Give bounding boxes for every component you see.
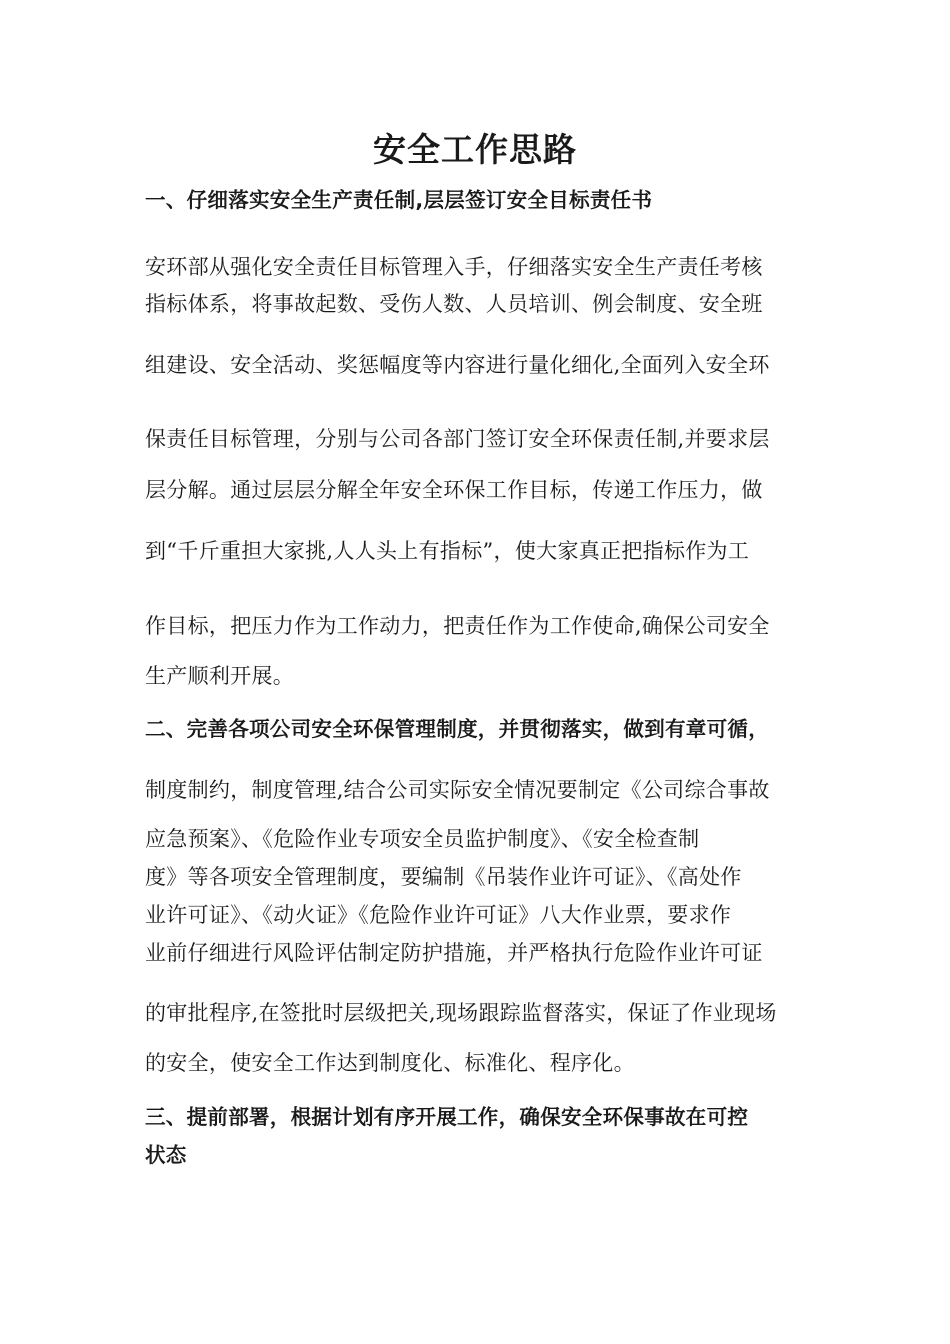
paragraph-line: 指标体系，将事故起数、受伤人数、人员培训、例会制度、安全班 — [145, 292, 763, 316]
paragraph-line: 度》等各项安全管理制度，要编制《吊装作业许可证》、《高处作 — [145, 865, 742, 889]
paragraph-line: 的审批程序,在签批时层级把关,现场跟踪监督落实，保证了作业现场 — [145, 1001, 777, 1025]
section-heading: 三、提前部署，根据计划有序开展工作，确保安全环保事故在可控 — [145, 1105, 749, 1129]
paragraph-line: 到“千斤重担大家挑,人人头上有指标”，使大家真正把指标作为工 — [145, 539, 750, 563]
paragraph-line: 生产顺利开展。 — [145, 664, 295, 688]
paragraph-line: 组建设、安全活动、奖惩幅度等内容进行量化细化,全面列入安全环 — [145, 353, 770, 377]
paragraph-line: 的安全，使安全工作达到制度化、标准化、程序化。 — [145, 1051, 635, 1075]
section-heading: 一、仔细落实安全生产责任制,层层签订安全目标责任书 — [145, 188, 653, 212]
section-heading: 状态 — [145, 1143, 187, 1167]
paragraph-line: 层分解。通过层层分解全年安全环保工作目标，传递工作压力，做 — [145, 478, 763, 502]
paragraph-line: 保责任目标管理，分别与公司各部门签订安全环保责任制,并要求层 — [145, 427, 770, 451]
section-heading: 二、完善各项公司安全环保管理制度，并贯彻落实，做到有章可循， — [145, 717, 769, 741]
paragraph-line: 制度制约，制度管理,结合公司实际安全情况要制定《公司综合事故 — [145, 778, 770, 802]
page-title: 安全工作思路 — [373, 130, 577, 169]
paragraph-line: 应急预案》、《危险作业专项安全员监护制度》、《安全检查制 — [145, 827, 700, 851]
paragraph-line: 作目标，把压力作为工作动力，把责任作为工作使命,确保公司安全 — [145, 614, 770, 638]
paragraph-line: 业前仔细进行风险评估制定防护措施，并严格执行危险作业许可证 — [145, 941, 763, 965]
paragraph-line: 业许可证》、《动火证》《危险作业许可证》八大作业票，要求作 — [145, 903, 732, 927]
paragraph-line: 安环部从强化安全责任目标管理入手，仔细落实安全生产责任考核 — [145, 255, 763, 279]
